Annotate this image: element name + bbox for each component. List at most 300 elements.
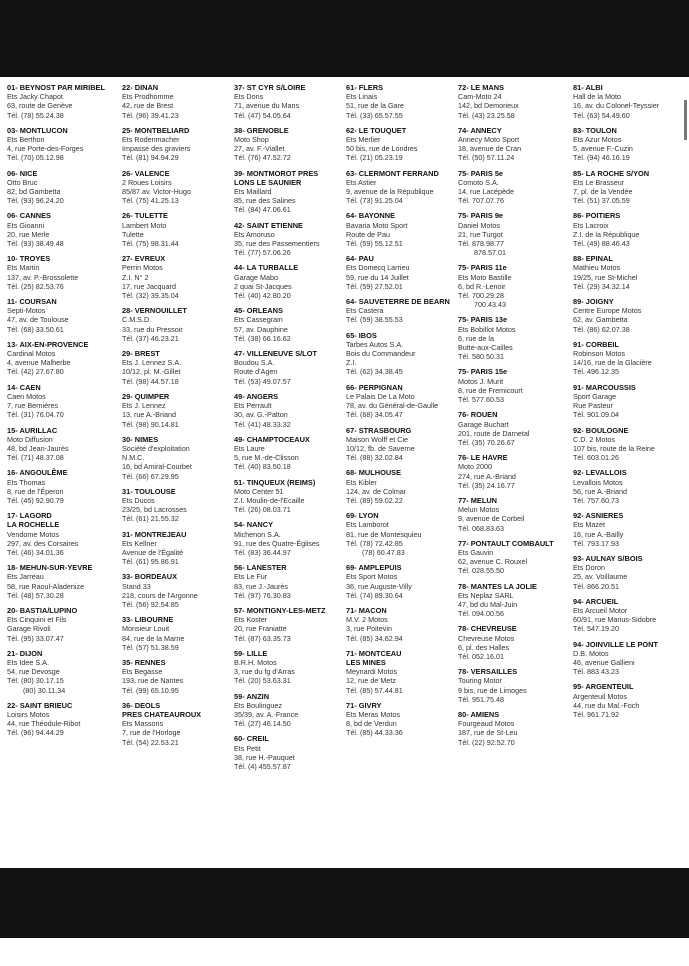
dealer-city-heading: 68- MULHOUSE	[346, 468, 402, 478]
dealer-entry	[234, 392, 347, 429]
dealer-detail-line: 50 bis, rue de Londres	[346, 144, 418, 154]
dealer-city-heading: 75- PARIS 15e	[458, 367, 508, 377]
dealer-entry	[346, 426, 459, 463]
dealer-detail-line: Ets Gioanni	[7, 220, 45, 230]
dealer-detail-line: Ets Neplaz SARL	[458, 590, 514, 600]
dealer-detail-line: Tél. (85) 34.62.94	[346, 633, 403, 643]
dealer-entry	[346, 83, 459, 120]
dealer-city-heading: 89- JOIGNY	[573, 297, 614, 307]
dealer-detail-line: 58, rue Raoul-Aladenize	[7, 581, 85, 591]
dealer-detail-line: Ets Sport Motos	[346, 572, 398, 582]
dealer-detail-line: (80) 30.11.34	[7, 685, 66, 695]
dealer-detail-line: Route de Pau	[346, 229, 390, 239]
dealer-detail-line: Moto 2000	[458, 462, 492, 472]
dealer-entry	[458, 582, 571, 619]
dealer-detail-line: 19/25, rue St-Michel	[573, 272, 638, 282]
dealer-detail-line: Bois du Commandeur	[346, 349, 416, 359]
dealer-entry	[122, 349, 235, 386]
dealer-city-heading: 78- CHEVREUSE	[458, 624, 517, 634]
dealer-detail-line: 85, rue des Salines	[234, 196, 296, 206]
dealer-city-heading: 86- POITIERS	[573, 211, 621, 221]
dealer-detail-line: Melun Motos	[458, 505, 500, 515]
dealer-detail-line: 18, avenue de Cran	[458, 144, 522, 154]
dealer-entry	[458, 263, 571, 309]
dealer-detail-line: N.M.C.	[122, 453, 145, 463]
dealer-city-heading: 65- IBOS	[346, 330, 377, 340]
dealer-detail-line: Z.I. de la République	[573, 229, 640, 239]
dealer-detail-line: Otto Bruc	[7, 177, 38, 187]
dealer-city-heading: 15- AURILLAC	[7, 425, 58, 435]
dealer-detail-line: Tél. (22) 92.52.70	[458, 737, 515, 747]
dealer-detail-line: 7, pl. de la Vendée	[573, 187, 633, 197]
dealer-detail-line: Fourgeaud Motos	[458, 719, 515, 729]
dealer-city-heading: 18- MEHUN-SUR-YEVRE	[7, 563, 93, 573]
dealer-detail-line: Tél. 028.55.50	[458, 566, 504, 576]
dealer-entry	[234, 126, 347, 163]
dealer-city-heading: 92- BOULOGNE	[573, 425, 629, 435]
dealer-detail-line: Tél. (87) 63.35.73	[234, 633, 291, 643]
dealer-detail-line: Z.I. N° 2	[122, 272, 149, 282]
dealer-detail-line: Tél. (42) 27.67.80	[7, 367, 64, 377]
dealer-detail-line: Tél. (56) 92.54.85	[122, 599, 179, 609]
dealer-detail-line: Tél. 547.19.20	[573, 624, 619, 634]
dealer-detail-line: Tél. (21) 05.23.19	[346, 153, 403, 163]
dealer-detail-line: Ets J. Lennez	[122, 401, 166, 411]
dealer-detail-line: Tél. 052.16.01	[458, 651, 504, 661]
dealer-detail-line: 51, rue de la Gare	[346, 101, 404, 111]
dealer-detail-line: 7, rue de l'Horloge	[122, 728, 181, 738]
dealer-detail-line: 59, rue du 14 Juillet	[346, 272, 409, 282]
dealer-detail-line: Butte-aux-Cailles	[458, 343, 513, 353]
dealer-detail-line: 10/12, fb. de Saverne	[346, 443, 415, 453]
dealer-entry	[573, 682, 686, 719]
dealer-detail-line: Robinson Motos	[573, 349, 625, 359]
directory-column	[346, 83, 459, 744]
dealer-entry	[573, 597, 686, 634]
dealer-detail-line: Ets Azur Motos	[573, 135, 622, 145]
dealer-detail-line: Ets Amoruso	[234, 229, 275, 239]
dealer-detail-line: 3, rue du fg d'Arras	[234, 667, 295, 677]
dealer-detail-line: Tél. 757.60.73	[573, 495, 619, 505]
dealer-entry	[458, 539, 571, 576]
dealer-detail-line: Tél. (84) 47.06.61	[234, 205, 291, 215]
dealer-detail-line: 57, av. Dauphine	[234, 324, 288, 334]
dealer-detail-line: Ets Maillard	[234, 187, 272, 197]
dealer-detail-line: 71, avenue du Mans	[234, 101, 300, 111]
dealer-detail-line: Ets Ducos	[122, 495, 155, 505]
dealer-detail-line: Tél. (66) 67.29.95	[122, 471, 179, 481]
dealer-detail-line: Motos J. Murit	[458, 376, 504, 386]
dealer-detail-line: Tél. (68) 33.50.61	[7, 324, 64, 334]
dealer-detail-line: Tél. (31) 76.04.70	[7, 410, 64, 420]
dealer-detail-line: Tél. (61) 95.86.91	[122, 557, 179, 567]
dealer-entry	[458, 710, 571, 747]
dealer-city-heading: 29- BREST	[122, 349, 160, 359]
dealer-detail-line: 91, rue des Quatre-Églises	[234, 538, 320, 548]
dealer-entry	[234, 263, 347, 300]
dealer-detail-line: 56, rue A.-Briand	[573, 486, 627, 496]
dealer-city-heading: 20- BASTIA/LUPINO	[7, 605, 78, 615]
dealer-city-heading: 49- CHAMPTOCEAUX	[234, 434, 310, 444]
dealer-detail-line: C.D. 2 Motos	[573, 434, 615, 444]
dealer-detail-line: Tél. (37) 46.23.21	[122, 333, 179, 343]
dealer-entry	[573, 169, 686, 206]
dealer-city-heading: 27- EVREUX	[122, 254, 166, 264]
dealer-detail-line: 4, rue Porte-des-Forges	[7, 144, 84, 154]
dealer-detail-line: Cam-Moto 24	[458, 92, 502, 102]
dealer-detail-line: Meynardi Motos	[346, 667, 398, 677]
dealer-detail-line: Tél. (89) 59.02.22	[346, 495, 403, 505]
dealer-detail-line: 78, av. du Général-de-Gaulle	[346, 401, 439, 411]
dealer-detail-line: Tél. (76) 47.52.72	[234, 153, 291, 163]
dealer-entry	[234, 606, 347, 643]
dealer-detail-line: 5, rue M.-de-Clisson	[234, 453, 299, 463]
dealer-entry	[122, 658, 235, 695]
dealer-detail-line: Tél. (45) 92.90.79	[7, 495, 64, 505]
dealer-city-heading: 88- EPINAL	[573, 254, 613, 264]
dealer-city-heading: 25- MONTBELIARD	[122, 125, 190, 135]
top-black-band	[0, 0, 689, 77]
dealer-entry	[346, 649, 459, 695]
dealer-detail-line: Hall de la Moto	[573, 92, 621, 102]
dealer-entry	[573, 340, 686, 377]
dealer-entry	[458, 496, 571, 533]
dealer-entry	[458, 367, 571, 404]
dealer-city-heading: 69- LYON	[346, 511, 379, 521]
dealer-entry	[7, 511, 120, 557]
dealer-city-heading: 81- ALBI	[573, 83, 603, 92]
dealer-city-heading: 94- JOINVILLE LE PONT	[573, 639, 659, 649]
dealer-detail-line: Tél. (59) 27.52.01	[346, 281, 403, 291]
dealer-detail-line: Loisirs Motos	[7, 709, 50, 719]
dealer-detail-line: 187, rue de St-Leu	[458, 728, 518, 738]
dealer-detail-line: Tél. (46) 34.01.36	[7, 547, 64, 557]
dealer-detail-line: 33, rue du Pressoir	[122, 324, 183, 334]
dealer-detail-line: Tél. 883.43.23	[573, 667, 619, 677]
dealer-city-heading: 13- AIX-EN-PROVENCE	[7, 339, 89, 349]
dealer-detail-line: Ets Arcueil Motor	[573, 605, 628, 615]
dealer-city-heading: 14- CAEN	[7, 382, 41, 392]
dealer-detail-line: Maison Wolff et Cie	[346, 434, 409, 444]
dealer-detail-line: Tél. 094.00.56	[458, 609, 504, 619]
dealer-city-heading: 37- ST CYR S/LOIRE	[234, 83, 306, 92]
dealer-detail-line: D.B. Motos	[573, 648, 609, 658]
dealer-detail-line: 13, rue A.-Briand	[122, 410, 176, 420]
dealer-detail-line: Le Palais De La Moto	[346, 391, 415, 401]
dealer-entry	[573, 426, 686, 463]
dealer-entry	[573, 554, 686, 591]
dealer-detail-line: Bavaria Moto Sport	[346, 220, 408, 230]
dealer-detail-line: Tél. (33) 65.57.55	[346, 110, 403, 120]
dealer-detail-line: Tél. (85) 44.33.36	[346, 728, 403, 738]
dealer-detail-line: Cardinal Motos	[7, 349, 56, 359]
dealer-detail-line: Ets Boulinguez	[234, 700, 282, 710]
dealer-detail-line: 62, avenue C. Rouxel	[458, 557, 528, 567]
dealer-detail-line: Tél. (29) 34.32.14	[573, 281, 630, 291]
dealer-detail-line: 38, rue H.-Pauquet	[234, 752, 295, 762]
dealer-city-heading: 59- ANZIN	[234, 691, 270, 701]
dealer-detail-line: Ets Koster	[234, 615, 268, 625]
dealer-entry	[458, 315, 571, 361]
dealer-detail-line: Ets Kibler	[346, 477, 377, 487]
dealer-detail-line: Annecy Moto Sport	[458, 135, 520, 145]
dealer-city-heading: 94- ARCUEIL	[573, 596, 619, 606]
dealer-detail-line: 8, rue de Fremicourt	[458, 385, 523, 395]
dealer-entry	[7, 649, 120, 695]
dealer-detail-line: 9, avenue de la République	[346, 187, 434, 197]
dealer-entry	[346, 383, 459, 420]
dealer-city-heading: 36- DEOLS PRES CHATEAUROUX	[122, 700, 202, 719]
dealer-detail-line: C.M.S.D.	[122, 315, 152, 325]
dealer-detail-line: Tél. (51) 37.05.59	[573, 196, 630, 206]
dealer-detail-line: 5, avenue F.-Cuzin	[573, 144, 633, 154]
dealer-city-heading: 78- VERSAILLES	[458, 667, 518, 677]
dealer-detail-line: Tél. (95) 33.07.47	[7, 633, 64, 643]
dealer-city-heading: 62- LE TOUQUET	[346, 125, 407, 135]
dealer-detail-line: 21, rue Turgot	[458, 229, 503, 239]
dealer-entry	[122, 392, 235, 429]
dealer-detail-line: Tél. 866.20.51	[573, 581, 619, 591]
dealer-detail-line: B.R.H. Motos	[234, 657, 277, 667]
dealer-detail-line: 6, bd R.-Lenoir	[458, 281, 506, 291]
dealer-detail-line: 27, av. F.-Viallet	[234, 144, 285, 154]
dealer-detail-line: Septi-Motos	[7, 306, 46, 316]
dealer-entry	[234, 649, 347, 686]
dealer-detail-line: 107 bis, route de la Reine	[573, 443, 655, 453]
dealer-detail-line: Ets Cassegrain	[234, 315, 283, 325]
dealer-detail-line: Tél. (80) 30.17.15	[7, 676, 64, 686]
dealer-detail-line: Tél. 793.17.93	[573, 538, 619, 548]
dealer-detail-line: Tél. 901.09.04	[573, 410, 619, 420]
dealer-entry	[7, 211, 120, 248]
dealer-detail-line: Ets Meras Motos	[346, 709, 400, 719]
dealer-detail-line: Ets Rodenmacher	[122, 135, 180, 145]
dealer-detail-line: Ets Mazet	[573, 520, 605, 530]
dealer-detail-line: Avenue de l'Égalité	[122, 547, 184, 557]
dealer-city-heading: 49- ANGERS	[234, 391, 279, 401]
dealer-detail-line: Ets Lacroix	[573, 220, 609, 230]
dealer-entry	[573, 511, 686, 548]
dealer-detail-line: Argenteuil Motos	[573, 691, 627, 701]
dealer-detail-line: 6, rue de la	[458, 333, 494, 343]
dealer-entry	[573, 211, 686, 248]
dealer-detail-line: Tél. (93) 96.24.20	[7, 196, 64, 206]
dealer-entry	[234, 83, 347, 120]
dealer-detail-line: 44, rue du Mal.-Foch	[573, 700, 640, 710]
dealer-detail-line: Tél. (62) 34.38.45	[346, 367, 403, 377]
dealer-city-heading: 77- MELUN	[458, 495, 498, 505]
dealer-detail-line: 20, rue Merle	[7, 229, 50, 239]
dealer-detail-line: Tél. (50) 57.11.24	[458, 153, 515, 163]
dealer-detail-line: Rue Pasteur	[573, 401, 613, 411]
dealer-detail-line: Sport Garage	[573, 391, 617, 401]
dealer-city-heading: 33- LIBOURNE	[122, 615, 174, 625]
dealer-city-heading: 30- NIMES	[122, 434, 159, 444]
dealer-entry	[122, 306, 235, 343]
dealer-entry	[573, 83, 686, 120]
dealer-detail-line: Tél. (83) 36.44.97	[234, 547, 291, 557]
dealer-detail-line: Tél. (35) 24.16.77	[458, 480, 515, 490]
dealer-detail-line: Comoto S.A.	[458, 177, 499, 187]
dealer-city-heading: 11- COURSAN	[7, 297, 57, 307]
dealer-entry	[122, 126, 235, 163]
dealer-city-heading: 91- MARCOUSSIS	[573, 382, 636, 392]
dealer-entry	[7, 468, 120, 505]
dealer-detail-line: Ets Massons	[122, 719, 164, 729]
dealer-detail-line: Tél. (25) 82.53.76	[7, 281, 64, 291]
dealer-detail-line: Ets Laure	[234, 443, 265, 453]
dealer-city-heading: 47- VILLENEUVE S/LOT	[234, 349, 317, 359]
dealer-detail-line: Tél. (94) 46.16.19	[573, 153, 630, 163]
dealer-entry	[458, 169, 571, 206]
dealer-city-heading: 72- LE MANS	[458, 83, 504, 92]
dealer-detail-line: Ets Perrault	[234, 401, 272, 411]
dealer-detail-line: Tél. (99) 65.10.95	[122, 685, 179, 695]
dealer-detail-line: Z.I. Moulin-de-l'Ecaille	[234, 495, 305, 505]
dealer-city-heading: 95- ARGENTEUIL	[573, 682, 634, 692]
dealer-detail-line: 35/39, av. A.-France	[234, 709, 299, 719]
dealer-city-heading: 26- TULETTE	[122, 211, 168, 221]
dealer-entry	[234, 563, 347, 600]
dealer-detail-line: Tulette	[122, 229, 144, 239]
dealer-city-heading: 64- SAUVETERRE DE BEARN	[346, 297, 450, 307]
dealer-detail-line: Ets Le Brasseur	[573, 177, 625, 187]
dealer-detail-line: Tél. (68) 34.05.47	[346, 410, 403, 420]
dealer-detail-line: Centre Europe Motos	[573, 306, 642, 316]
dealer-detail-line: Chevreuse Motos	[458, 633, 515, 643]
dealer-detail-line: Tél. (27) 46.14.50	[234, 719, 291, 729]
dealer-city-heading: 93- AULNAY S/BOIS	[573, 553, 643, 563]
dealer-entry	[234, 306, 347, 343]
dealer-city-heading: 74- ANNECY	[458, 125, 502, 135]
dealer-detail-line: Tél. (59) 38.55.53	[346, 315, 403, 325]
dealer-city-heading: 56- LANESTER	[234, 563, 287, 573]
dealer-detail-line: Tél. 580.50.31	[458, 352, 504, 362]
dealer-detail-line: 36, rue Auguste-Villy	[346, 581, 412, 591]
dealer-detail-line: 14/16, rue de la Glacière	[573, 358, 652, 368]
dealer-detail-line: Tél. (70) 05.12.98	[7, 153, 64, 163]
dealer-city-heading: 61- FLERS	[346, 83, 383, 92]
dealer-city-heading: 45- ORLEANS	[234, 306, 283, 316]
dealer-detail-line: Tél. (96) 39.41.23	[122, 110, 179, 120]
dealer-detail-line: Tél. (54) 22.53.21	[122, 737, 179, 747]
dealer-detail-line: 16, rue A.-Bailly	[573, 529, 624, 539]
dealer-detail-line: 17, rue Jacquard	[122, 281, 176, 291]
dealer-detail-line: Tél. (77) 57.06.26	[234, 248, 291, 258]
dealer-entry	[7, 254, 120, 291]
dealer-detail-line: Michenon S.A.	[234, 529, 281, 539]
dealer-detail-line: Garage Mabo	[234, 272, 278, 282]
dealer-entry	[573, 640, 686, 677]
dealer-detail-line: Tél. (71) 48.37.08	[7, 453, 64, 463]
dealer-detail-line: Tél. 577.60.53	[458, 395, 504, 405]
dealer-detail-line: 137, av. P.-Brossolette	[7, 272, 79, 282]
dealer-entry	[346, 511, 459, 557]
dealer-city-heading: 31- TOULOUSE	[122, 486, 176, 496]
dealer-detail-line: Tél. 700.29.28	[458, 291, 504, 301]
dealer-city-heading: 76- ROUEN	[458, 410, 498, 420]
dealer-detail-line: Tél. (43) 23.25.58	[458, 110, 515, 120]
dealer-detail-line: Vendome Motos	[7, 529, 59, 539]
dealer-detail-line: Touring Motor	[458, 676, 502, 686]
dealer-city-heading: 85- LA ROCHE S/YON	[573, 168, 650, 178]
dealer-entry	[458, 410, 571, 447]
dealer-detail-line: Tél. 707.07.76	[458, 196, 504, 206]
dealer-detail-line: Tél. (75) 41.25.13	[122, 196, 179, 206]
dealer-entry	[122, 435, 235, 481]
dealer-city-heading: 80- AMIENS	[458, 709, 500, 719]
dealer-detail-line: Tél. (40) 42.80.20	[234, 291, 291, 301]
dealer-entry	[573, 126, 686, 163]
dealer-entry	[234, 169, 347, 215]
dealer-directory	[7, 83, 683, 863]
dealer-city-heading: 83- TOULON	[573, 125, 617, 135]
dealer-detail-line: 6, pl. des Halles	[458, 642, 510, 652]
dealer-detail-line: Tél. (98) 90.14.81	[122, 419, 179, 429]
dealer-detail-line: Garage Buchart	[458, 419, 509, 429]
dealer-detail-line: Ets Moto Bastille	[458, 272, 512, 282]
dealer-detail-line: 63, route de Genève	[7, 101, 73, 111]
dealer-detail-line: Tél. (93) 38.49.48	[7, 239, 64, 249]
dealer-detail-line: Tél. (59) 55.12.51	[346, 239, 403, 249]
dealer-city-heading: 06- CANNES	[7, 211, 51, 221]
dealer-city-heading: 71- MONTCEAU LES MINES	[346, 648, 402, 667]
dealer-entry	[7, 563, 120, 600]
dealer-detail-line: Ets Dons	[234, 92, 264, 102]
dealer-detail-line: Ets Merlier	[346, 135, 381, 145]
dealer-detail-line: Tél. 068.83.63	[458, 523, 504, 533]
dealer-detail-line: Tél. (41) 48.33.32	[234, 419, 291, 429]
dealer-detail-line: 14, rue Lacépède	[458, 187, 514, 197]
dealer-entry	[458, 126, 571, 163]
dealer-detail-line: Ets Martin	[7, 263, 40, 273]
dealer-city-heading: 71- MACON	[346, 605, 387, 615]
dealer-detail-line: Tél. (35) 70.26.67	[458, 437, 515, 447]
dealer-detail-line: Moto Diffusion	[7, 434, 53, 444]
dealer-city-heading: 75- PARIS 9e	[458, 211, 504, 221]
dealer-detail-line: 20, rue Franiatte	[234, 624, 287, 634]
dealer-city-heading: 33- BORDEAUX	[122, 572, 178, 582]
dealer-detail-line: Moto Center 51	[234, 486, 284, 496]
dealer-entry	[458, 453, 571, 490]
dealer-detail-line: M.V. 2 Motos	[346, 615, 388, 625]
dealer-detail-line: Tél. (74) 89.30.64	[346, 590, 403, 600]
dealer-entry	[573, 297, 686, 334]
dealer-city-heading: 29- QUIMPER	[122, 391, 170, 401]
dealer-detail-line: Levallois Motos	[573, 477, 623, 487]
dealer-detail-line: Ets Castera	[346, 306, 384, 316]
dealer-city-heading: 78- MANTES LA JOLIE	[458, 581, 537, 591]
dealer-entry	[234, 349, 347, 386]
dealer-detail-line: Ets Idee S.A.	[7, 657, 49, 667]
dealer-detail-line: Tél. (38) 66.16.62	[234, 333, 291, 343]
dealer-detail-line: Tél. 961.71.92	[573, 709, 619, 719]
dealer-detail-line: Tél. (61) 21.55.32	[122, 514, 179, 524]
dealer-city-heading: 63- CLERMONT FERRAND	[346, 168, 439, 178]
dealer-detail-line: Ets Gauvin	[458, 547, 494, 557]
dealer-detail-line: 35, rue des Passementiers	[234, 239, 320, 249]
dealer-detail-line: 82, bd Gambetta	[7, 187, 61, 197]
dealer-city-heading: 92- LEVALLOIS	[573, 468, 627, 478]
dealer-detail-line: Tél. (98) 44.57.18	[122, 376, 179, 386]
dealer-entry	[7, 701, 120, 738]
dealer-entry	[234, 520, 347, 557]
dealer-entry	[573, 383, 686, 420]
dealer-detail-line: 2 Roues Loisirs	[122, 177, 172, 187]
dealer-entry	[122, 572, 235, 609]
dealer-detail-line: 9, avenue de Corbeil	[458, 514, 525, 524]
dealer-city-heading: 31- MONTREJEAU	[122, 529, 187, 539]
